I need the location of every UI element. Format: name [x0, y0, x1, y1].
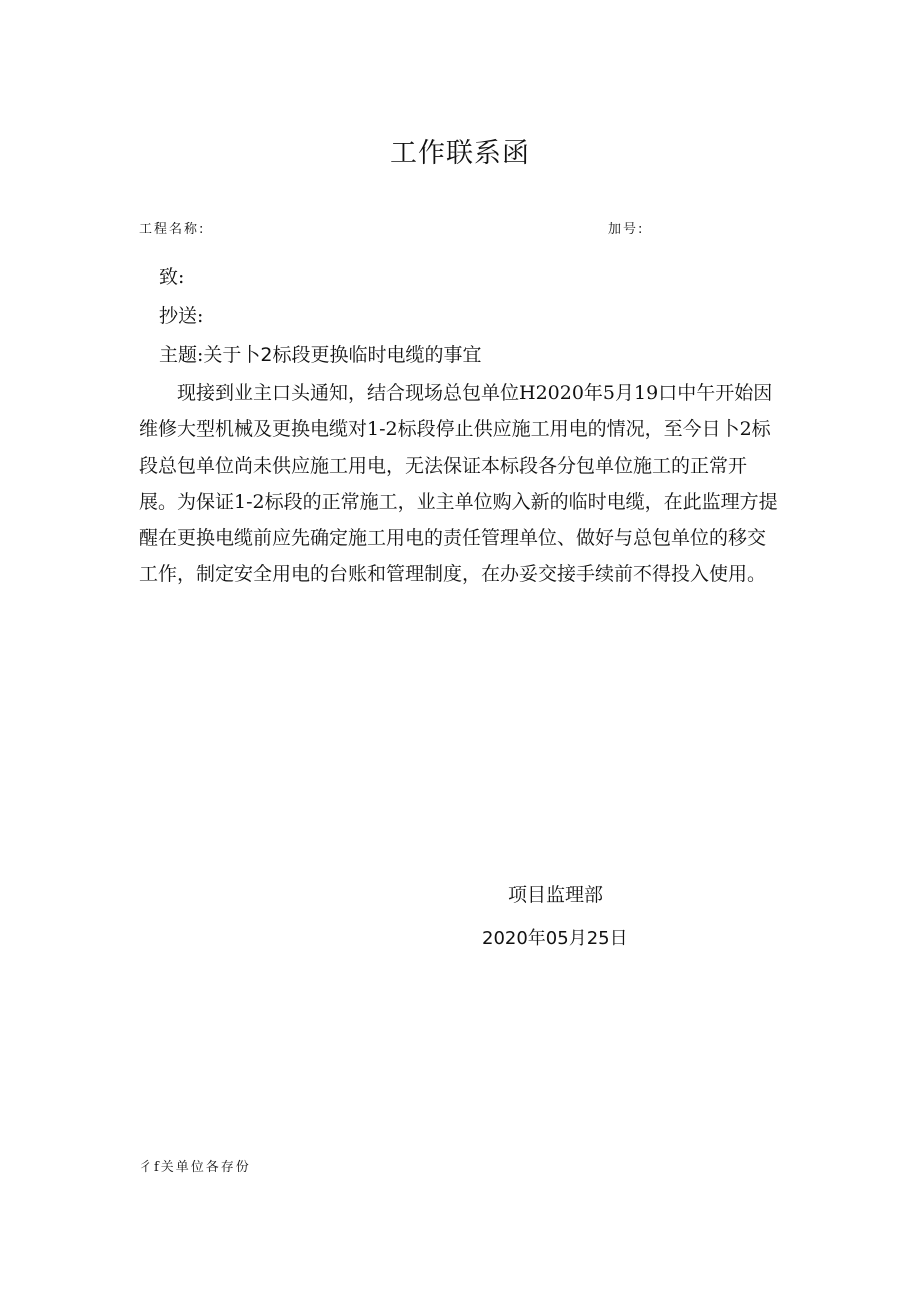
footer-note: 彳f关单位各存份: [139, 1160, 251, 1175]
number-label: 加号:: [608, 222, 645, 237]
document-title: 工作联系函: [390, 138, 530, 169]
cc-line: [159, 301, 203, 328]
subject-text: 关于卜2标段更换临时电缆的事宜: [203, 344, 482, 366]
cc-label: 抄送:: [159, 305, 204, 327]
to-label: 致:: [159, 266, 185, 288]
recipient-line: [159, 262, 184, 289]
body-paragraph: 现接到业主口头通知，结合现场总包单位H2020年5月19口中午开始因维修大型机械及更换电缆对1-2标段停止供应施工用电的情况，至今日卜2标段总包单位尚未供应施工用电，无法保证本标段各分包单位施工的正常开展。为保证1-2标段的正常施工，业主单位购入新的临时电缆，在此监理方提醒在更换电缆前应先确定施工用电的责任管理单位、做好与总包单位的移交工作，制定安全用电的台账和管理制度，在办妥交接手续前不得投入使用。: [139, 382, 778, 586]
signature-department: 项目监理部: [508, 884, 604, 906]
signature-date: 2020年05月25日: [482, 928, 628, 949]
subject-line: [159, 340, 482, 367]
project-name-label: 工程名称:: [139, 222, 206, 237]
subject-label: 主题:: [159, 344, 204, 366]
